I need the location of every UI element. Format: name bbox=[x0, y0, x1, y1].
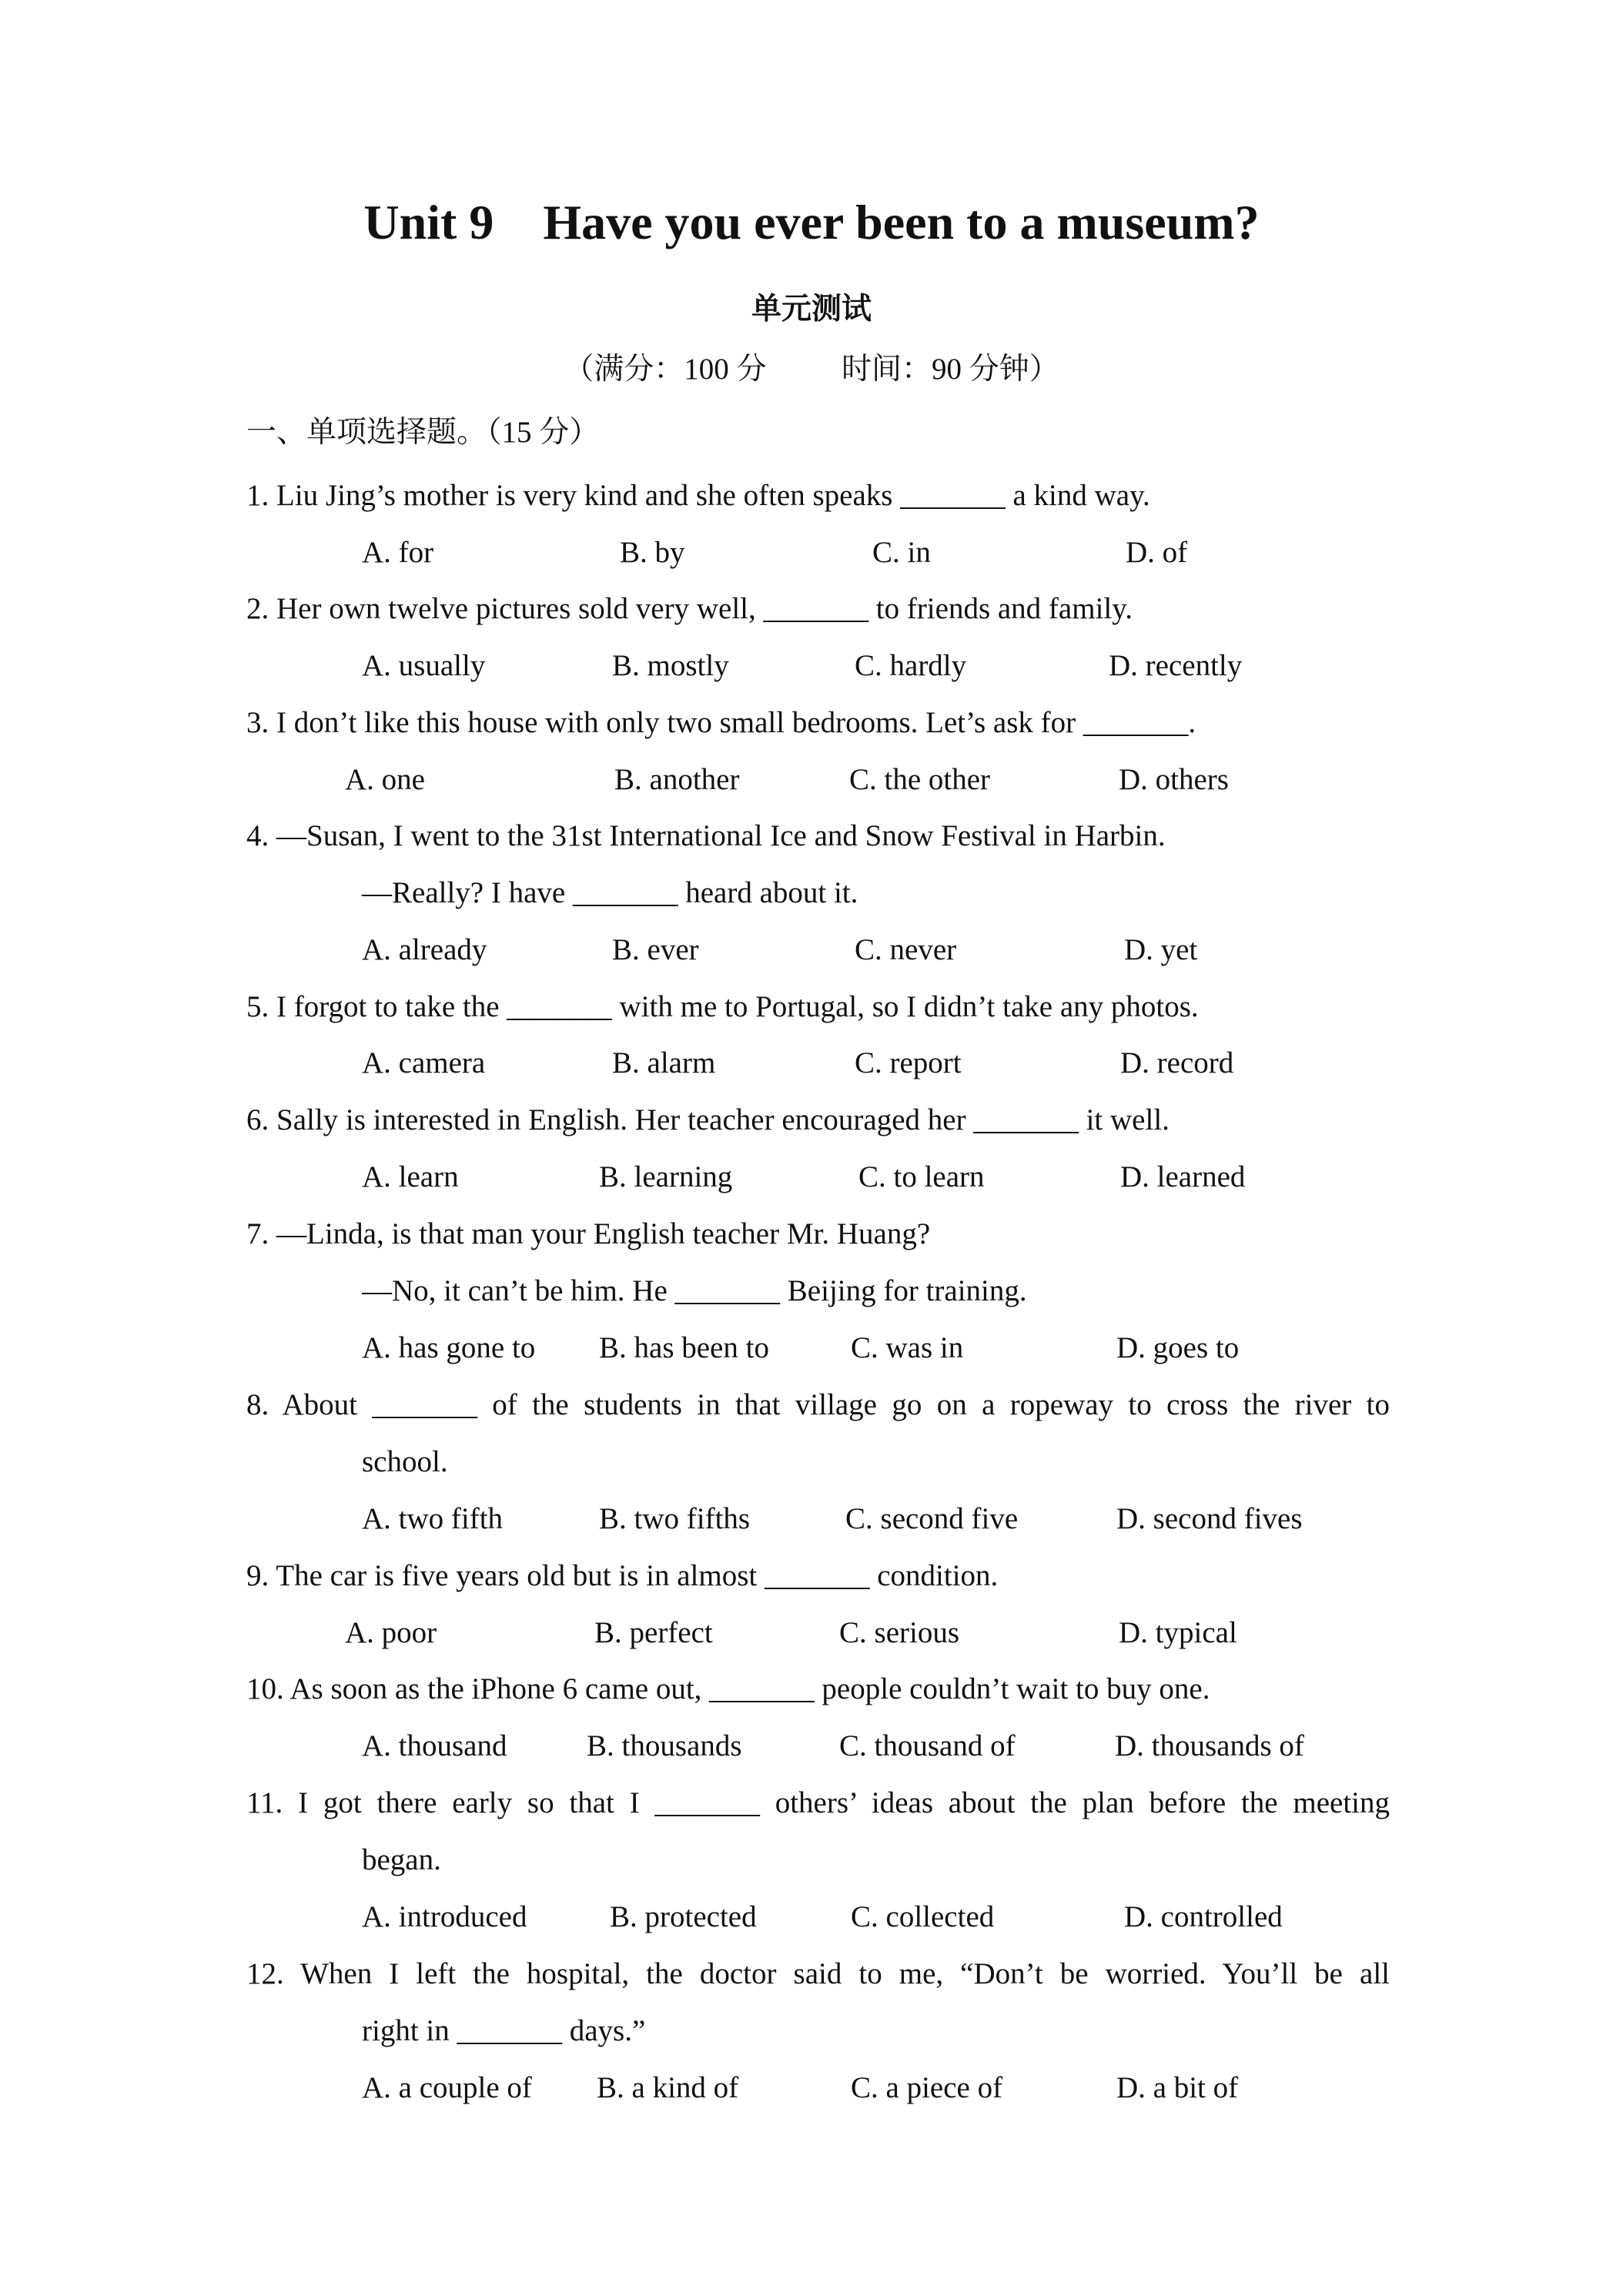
question-11-stem: 11. I got there early so that I _______ others’ ideas about the plan before the meeting bbox=[246, 1786, 1390, 1819]
option-b: B. learning bbox=[599, 1160, 733, 1193]
question-8-stem: 8. About _______ of the students in that village go on a ropeway to cross the river to bbox=[246, 1388, 1390, 1421]
question-4-stem: 4. —Susan, I went to the 31st International Ice and Snow Festival in Harbin. bbox=[246, 819, 1166, 852]
option-b: B. a kind of bbox=[597, 2071, 739, 2104]
option-a: A. learn bbox=[362, 1160, 459, 1193]
section-heading: 一、单项选择题。（15 分） bbox=[246, 416, 600, 449]
question-11-continuation: began. bbox=[362, 1843, 441, 1876]
option-d: D. learned bbox=[1120, 1160, 1246, 1193]
option-b: B. thousands bbox=[587, 1729, 742, 1762]
option-c: C. hardly bbox=[855, 649, 967, 682]
option-b: B. alarm bbox=[612, 1046, 716, 1079]
question-1-stem: 1. Liu Jing’s mother is very kind and she often speaks _______ a kind way. bbox=[246, 479, 1150, 512]
option-d: D. controlled bbox=[1124, 1900, 1283, 1933]
option-d: D. record bbox=[1120, 1046, 1234, 1079]
option-b: B. has been to bbox=[599, 1331, 769, 1364]
option-c: C. report bbox=[855, 1046, 962, 1079]
option-d: D. recently bbox=[1109, 649, 1243, 682]
option-d: D. second fives bbox=[1116, 1502, 1303, 1535]
question-12-stem: 12. When I left the hospital, the doctor said to me, “Don’t be worried. You’ll be all bbox=[246, 1957, 1390, 1990]
option-a: A. poor bbox=[345, 1616, 437, 1649]
question-8-continuation: school. bbox=[362, 1445, 448, 1478]
option-c: C. in bbox=[872, 536, 931, 569]
option-a: A. camera bbox=[362, 1046, 486, 1079]
option-d: D. others bbox=[1119, 763, 1229, 796]
option-c: C. never bbox=[855, 933, 957, 966]
option-c: C. serious bbox=[839, 1616, 959, 1649]
option-a: A. has gone to bbox=[362, 1331, 536, 1364]
question-10-stem: 10. As soon as the iPhone 6 came out, _______ people couldn’t wait to buy one. bbox=[246, 1672, 1210, 1705]
option-d: D. goes to bbox=[1116, 1331, 1240, 1364]
option-b: B. ever bbox=[612, 933, 699, 966]
option-c: C. was in bbox=[851, 1331, 964, 1364]
option-d: D. a bit of bbox=[1116, 2071, 1239, 2104]
option-c: C. collected bbox=[851, 1900, 995, 1933]
question-3-stem: 3. I don’t like this house with only two small bedrooms. Let’s ask for _______. bbox=[246, 706, 1196, 739]
option-a: A. two fifth bbox=[362, 1502, 504, 1535]
option-b: B. mostly bbox=[612, 649, 729, 682]
page-subtitle: 单元测试 bbox=[751, 292, 872, 326]
question-6-stem: 6. Sally is interested in English. Her teacher encouraged her _______ it well. bbox=[246, 1103, 1170, 1136]
option-d: D. yet bbox=[1124, 933, 1198, 966]
question-7-stem: 7. —Linda, is that man your English teacher Mr. Huang? bbox=[246, 1217, 931, 1250]
question-2-stem: 2. Her own twelve pictures sold very well, _______ to friends and family. bbox=[246, 592, 1133, 625]
option-d: D. of bbox=[1126, 536, 1188, 569]
page-title: Unit 9 Have you ever been to a museum? bbox=[363, 195, 1260, 249]
option-a: A. already bbox=[362, 933, 487, 966]
option-a: A. usually bbox=[362, 649, 486, 682]
option-a: A. introduced bbox=[362, 1900, 527, 1933]
option-a: A. thousand bbox=[362, 1729, 507, 1762]
question-5-stem: 5. I forgot to take the _______ with me to Portugal, so I didn’t take any photos. bbox=[246, 990, 1199, 1023]
option-b: B. protected bbox=[610, 1900, 757, 1933]
option-c: C. to learn bbox=[858, 1160, 985, 1193]
option-c: C. a piece of bbox=[851, 2071, 1003, 2104]
option-b: B. perfect bbox=[594, 1616, 713, 1649]
option-b: B. another bbox=[614, 763, 740, 796]
question-7-continuation: —No, it can’t be him. He _______ Beijing for training. bbox=[362, 1274, 1027, 1307]
question-12-continuation: right in _______ days.” bbox=[362, 2014, 646, 2047]
question-4-continuation: —Really? I have _______ heard about it. bbox=[362, 876, 858, 909]
option-a: A. for bbox=[362, 536, 434, 569]
option-a: A. one bbox=[345, 763, 425, 796]
option-b: B. by bbox=[620, 536, 685, 569]
option-d: D. thousands of bbox=[1115, 1729, 1304, 1762]
score-time-info: （满分：100 分 时间：90 分钟） bbox=[564, 353, 1059, 386]
option-c: C. second five bbox=[845, 1502, 1019, 1535]
option-d: D. typical bbox=[1119, 1616, 1237, 1649]
option-a: A. a couple of bbox=[362, 2071, 532, 2104]
question-9-stem: 9. The car is five years old but is in almost _______ condition. bbox=[246, 1559, 999, 1592]
option-b: B. two fifths bbox=[599, 1502, 751, 1535]
option-c: C. the other bbox=[849, 763, 991, 796]
option-c: C. thousand of bbox=[839, 1729, 1016, 1762]
